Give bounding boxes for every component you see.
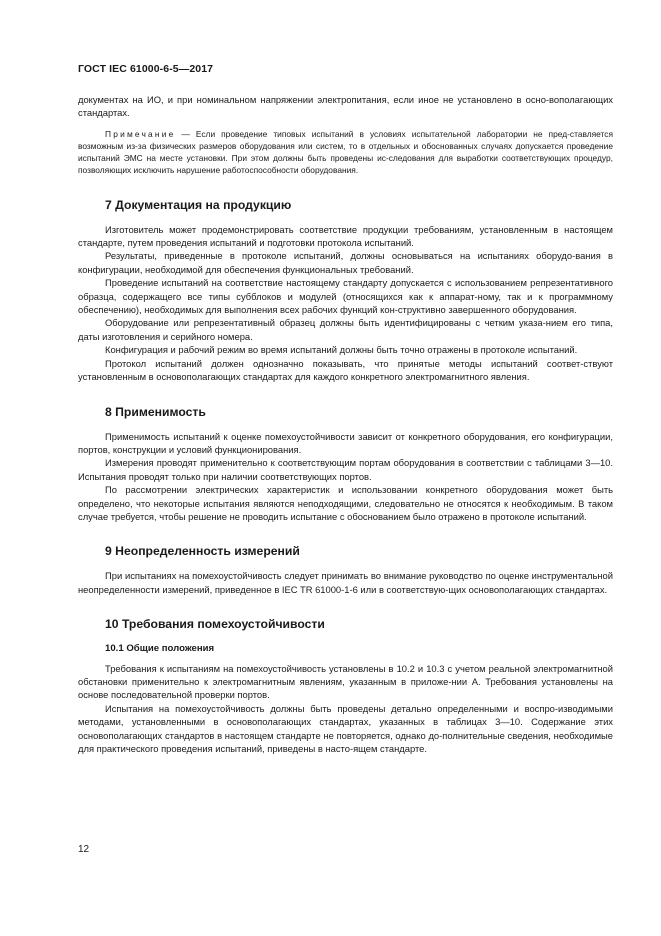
section-7-paragraph: Результаты, приведенные в протоколе испытаний, должны основываться на испытаниях оборудо-вания в конфигурации, необходимой для обеспечения функциональных требований. — [78, 250, 613, 275]
section-10-paragraph: Испытания на помехоустойчивость должны быть проведены детально определенными и воспро-изводимыми методами, установленными в основополагающих стандартах, указанных в таблицах 3—10. Содержание этих основополагающих стандартов в настоящем стандарте не повторяется, однако до-полнительные сведения, необходимые для практического проведения испытаний, приведены в насто-ящем стандарте. — [78, 702, 613, 754]
spacer — [78, 523, 613, 543]
section-7-paragraph: Изготовитель может продемонстрировать соответствие продукции требованиям, установленным в настоящем стандарте, путем проведения испытаний и подготовки протокола испытаний. — [78, 223, 613, 249]
page-content — [78, 93, 613, 755]
note-paragraph — [78, 128, 613, 177]
section-9-heading: 9 Неопределенность измерений — [105, 544, 300, 559]
section-10-paragraph: Требования к испытаниям на помехоустойчивость установлены в 10.2 и 10.3 с учетом реальной электромагнитной обстановки применительно к электромагнитным явлениям, указанным в приложе-нии А. Требования установлены на основе последовательной проверки портов. — [78, 662, 613, 701]
spacer — [78, 632, 613, 642]
spacer — [78, 384, 613, 404]
section-7-paragraph: Конфигурация и рабочий режим во время испытаний должны быть точно отражены в протоколе испытаний. — [105, 344, 578, 356]
section-10-heading: 10 Требования помехоустойчивости — [105, 617, 325, 632]
spacer — [78, 213, 613, 223]
document-code-header: ГОСТ IEC 61000-6-5—2017 — [78, 63, 214, 75]
section-9-paragraph: При испытаниях на помехоустойчивость следует принимать во внимание руководство по оценке инструментальной неопределенности измерений, приведенное в IEC TR 61000-1-6 или в соответствую-щих основополагающих стандартах. — [78, 570, 613, 595]
section-7-paragraph: Оборудование или репрезентативный образец должны быть идентифицированы с четким указа-нием его типа, даты изготовления и серийного номера. — [78, 317, 613, 342]
continuation-paragraph: документах на ИО, и при номинальном напряжении электропитания, если иное не установлено в осно-вополагающих стандартах. — [78, 94, 613, 119]
spacer — [78, 420, 613, 430]
note-label: Примечание — [105, 128, 176, 139]
section-7-paragraph: Протокол испытаний должен однозначно показывать, что принятые методы испытаний соответ-ствуют установленным в основополагающих стандартах для каждого конкретного электромагнитного явления. — [78, 357, 613, 383]
subsection-10-1-heading: 10.1 Общие положения — [105, 643, 215, 655]
spacer — [78, 596, 613, 616]
section-8-paragraph: Применимость испытаний к оценке помехоустойчивости зависит от конкретного оборудования, его конфигурации, портов, конструкции и условий функционирования. — [78, 430, 613, 455]
section-8-paragraph: Измерения проводят применительно к соответствующим портам оборудования в соответствии с таблицами 3—10. Испытания проводят только при наличии соответствующих портов. — [78, 457, 613, 482]
section-8-heading: 8 Применимость — [105, 404, 206, 419]
spacer — [78, 177, 613, 197]
spacer — [78, 559, 613, 569]
section-8-paragraph: По рассмотрении электрических характеристик и использовании конкретного оборудования может быть определено, что некоторые испытания являются неподходящими, следовательно не относятся к необходимым. В таком случае требуется, чтобы решение не проводить испытание с обоснованием было отражено в протоколе испытаний. — [78, 484, 613, 522]
section-7-paragraph: Проведение испытаний на соответствие настоящему стандарту допускается с использованием репрезентативного образца, содержащего все типы субблоков и модулей (относящихся как к аппарат-ному, так и к программному обеспечению), необходимых для выполнения всех рабочих функций кон-структивно завершенного оборудования. — [78, 277, 613, 316]
page-number: 12 — [78, 844, 90, 855]
section-7-heading: 7 Документация на продукцию — [105, 197, 292, 212]
note-text: — Если проведение типовых испытаний в условиях испытательной лаборатории не пред-ставляется возможным из-за физических размеров оборудования или систем, то в отдельных и обоснованных случаях допускается проведение испытаний ЭМС на месте установки. При этом должны быть проведены ис-следования для выработки соответствующих процедур, позволяющих исключить нарушение работоспособности оборудования. — [78, 128, 613, 176]
